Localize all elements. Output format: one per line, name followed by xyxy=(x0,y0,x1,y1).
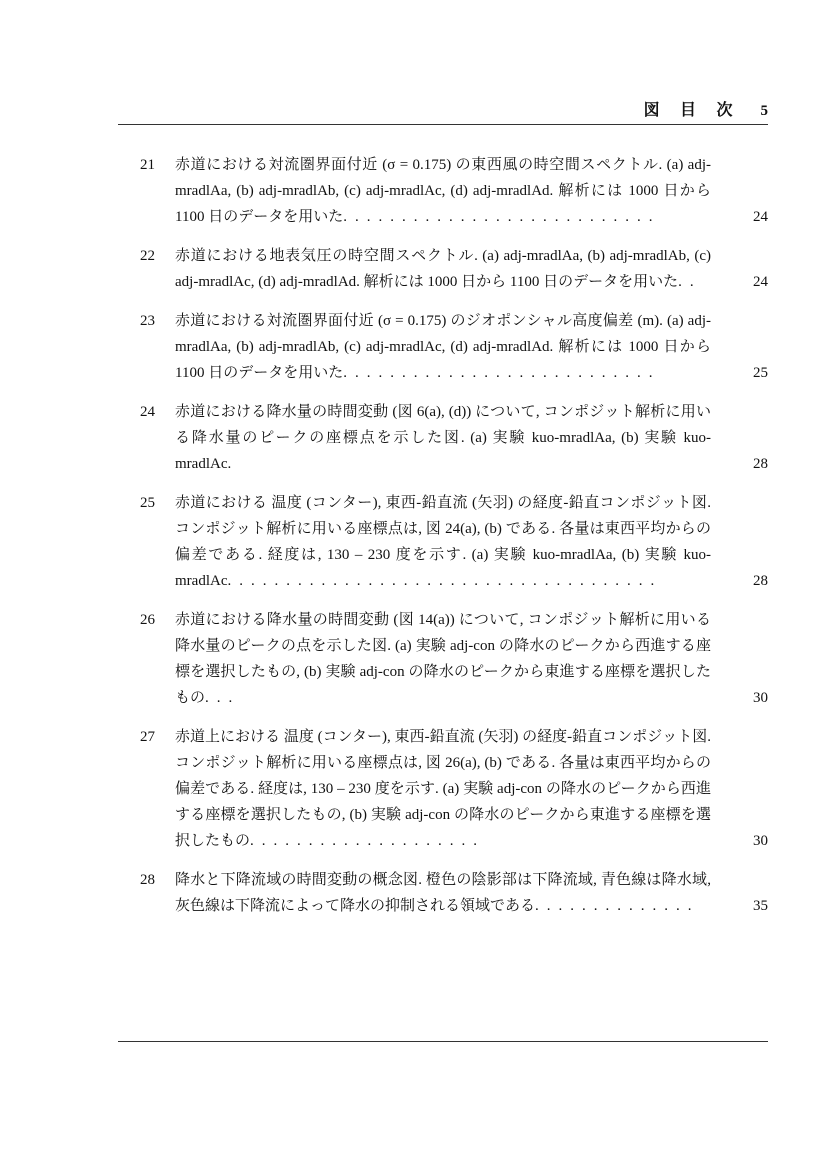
figure-caption: 降水と下降流域の時間変動の概念図. 橙色の陰影部は下降流域, 青色線は降水域, 灰色線は下降流によって降水の抑制される領域である. xyxy=(175,872,711,914)
page-number: 28 xyxy=(753,573,768,589)
figure-entry-body xyxy=(175,867,768,919)
list-of-figures xyxy=(118,152,768,919)
figure-entry-body xyxy=(175,724,768,854)
page-number: 24 xyxy=(753,274,768,290)
figure-caption: 赤道における地表気圧の時空間スペクトル. (a) adj-mradlAa, (b) adj-mradlAb, (c) adj-mradlAc, (d) adj-mradlAd. 解析には 1000 日から 1100 日のデータを用いた. xyxy=(175,248,711,290)
page-number: 25 xyxy=(753,365,768,381)
figure-number: 22 xyxy=(140,248,155,264)
figure-entry-24 xyxy=(118,399,768,477)
figure-caption: 赤道における降水量の時間変動 (図 14(a)) について, コンポジット解析に用いる降水量のピークの点を示した図. (a) 実験 adj-con の降水のピークから西進する座標を選択したもの, (b) 実験 adj-con の降水のピークから東進する座標を選択したもの. xyxy=(175,612,711,706)
figure-entry-body xyxy=(175,308,768,386)
figure-number: 23 xyxy=(140,313,155,329)
running-header-page-number: 5 xyxy=(760,103,768,119)
figure-entry-22 xyxy=(118,243,768,295)
figure-number: 26 xyxy=(140,612,155,628)
page-number: 28 xyxy=(753,456,768,472)
page-content xyxy=(118,0,768,932)
figure-entry-body xyxy=(175,490,768,594)
dot-leader: .. xyxy=(216,690,241,706)
dot-leader: .......................... xyxy=(354,365,661,381)
figure-entry-body xyxy=(175,152,768,230)
running-header xyxy=(118,0,768,125)
figure-entry-21 xyxy=(118,152,768,230)
figure-entry-26 xyxy=(118,607,768,711)
figure-entry-27 xyxy=(118,724,768,854)
figure-entry-25 xyxy=(118,490,768,594)
footer-rule xyxy=(118,1041,768,1042)
page-number: 30 xyxy=(753,833,768,849)
page-number: 35 xyxy=(753,898,768,914)
running-header-title: 図 目 次 xyxy=(643,102,741,119)
figure-entry-body xyxy=(175,399,768,477)
figure-entry-body xyxy=(175,607,768,711)
figure-number: 25 xyxy=(140,495,155,511)
figure-caption: 赤道上における 温度 (コンター), 東西-鉛直流 (矢羽) の経度-鉛直コンポジット図. コンポジット解析に用いる座標点は, 図 26(a), (b) である. 各量は東西平均からの偏差である. 経度は, 130 – 230 度を示す. (a) 実験 adj-con の降水のピークから西進する座標を選択したもの, (b) 実験 adj-con の降水のピークから東進する座標を選択したもの. xyxy=(175,729,711,849)
figure-number: 27 xyxy=(140,729,155,745)
figure-entry-23 xyxy=(118,308,768,386)
dot-leader: .................................... xyxy=(239,573,663,589)
page-number: 24 xyxy=(753,209,768,225)
dot-leader: ............. xyxy=(546,898,700,914)
figure-number: 21 xyxy=(140,157,155,173)
figure-caption: 赤道における対流圏界面付近 (σ = 0.175) のジオポンシャル高度偏差 (m). (a) adj-mradlAa, (b) adj-mradlAb, (c) adj-mradlAc, (d) adj-mradlAd. 解析には 1000 日から 1100 日のデータを用いた. xyxy=(175,313,711,381)
dot-leader: .......................... xyxy=(354,209,661,225)
dot-leader: . xyxy=(689,274,702,290)
page-number: 30 xyxy=(753,690,768,706)
figure-number: 24 xyxy=(140,404,155,420)
dot-leader: ................... xyxy=(261,833,486,849)
figure-number: 28 xyxy=(140,872,155,888)
figure-entry-body xyxy=(175,243,768,295)
figure-caption: 赤道における 温度 (コンター), 東西-鉛直流 (矢羽) の経度-鉛直コンポジット図. コンポジット解析に用いる座標点は, 図 24(a), (b) である. 各量は東西平均からの偏差である. 経度は, 130 – 230 度を示す. (a) 実験 kuo-mradlAa, (b) 実験 kuo-mradlAc. xyxy=(175,495,711,589)
figure-entry-28 xyxy=(118,867,768,919)
figure-caption: 赤道における対流圏界面付近 (σ = 0.175) の東西風の時空間スペクトル. (a) adj-mradlAa, (b) adj-mradlAb, (c) adj-mradlAc, (d) adj-mradlAd. 解析には 1000 日から 1100 日のデータを用いた. xyxy=(175,157,711,225)
figure-caption: 赤道における降水量の時間変動 (図 6(a), (d)) について, コンポジット解析に用いる降水量のピークの座標点を示した図. (a) 実験 kuo-mradlAa, (b) 実験 kuo-mradlAc. xyxy=(175,404,711,472)
